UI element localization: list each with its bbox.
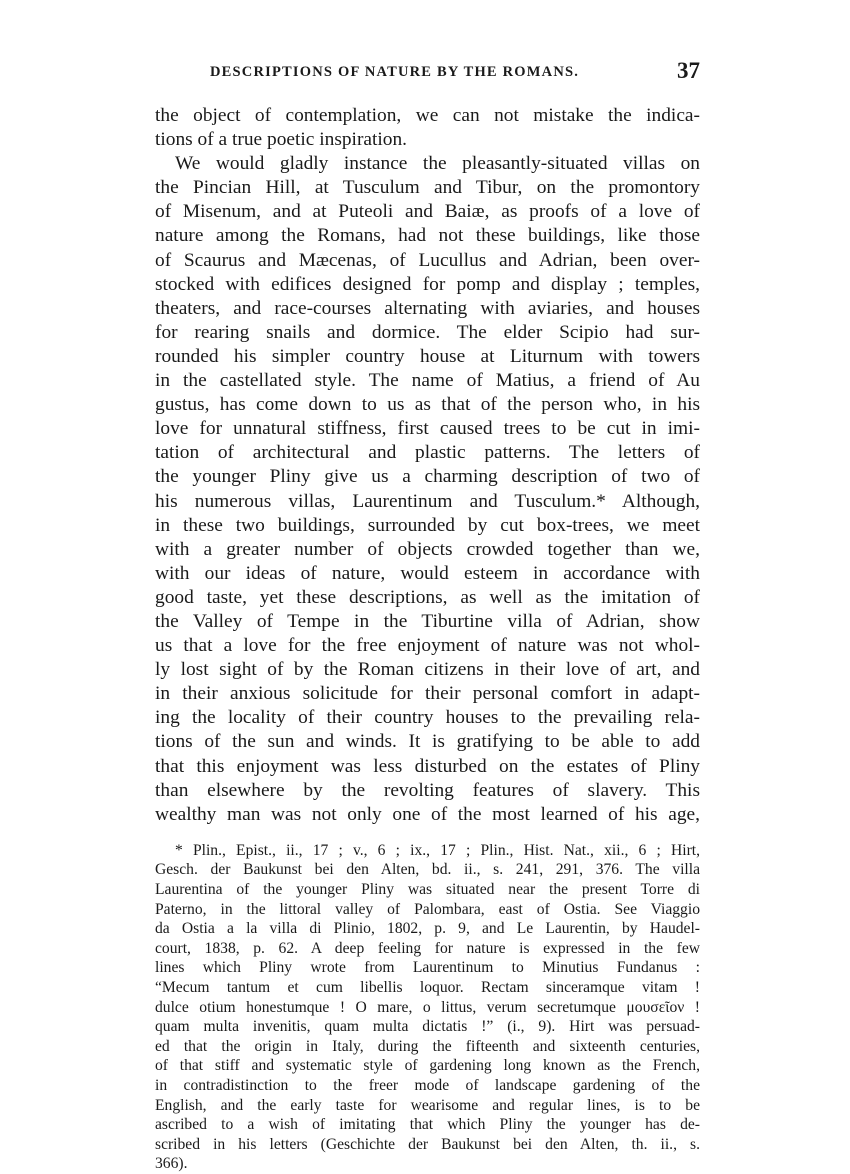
running-title: DESCRIPTIONS OF NATURE BY THE ROMANS. (210, 64, 580, 80)
footnote-line: Gesch. der Baukunst bei den Alten, bd. ii., s. 241, 291, 376. The villa (155, 861, 700, 879)
page-number: 37 (677, 58, 700, 83)
footnote-line: 366). (155, 1155, 188, 1173)
text-line: us that a love for the free enjoyment of nature was not whol- (155, 635, 700, 657)
text-line: in the castellated style. The name of Matius, a friend of Au (155, 370, 700, 392)
text-line: gustus, has come down to us as that of the person who, in his (155, 394, 700, 416)
text-line: tation of architectural and plastic patterns. The letters of (155, 442, 700, 464)
text-line: that this enjoyment was less disturbed on the estates of Pliny (155, 755, 700, 777)
footnote-line: scribed in his letters (Geschichte der Baukunst bei den Alten, th. ii., s. (155, 1135, 700, 1153)
text-line: wealthy man was not only one of the most learned of his age, (155, 803, 700, 825)
text-line: for rearing snails and dormice. The elder Scipio had sur- (155, 321, 700, 343)
footnote-line: ed that the origin in Italy, during the fifteenth and sixteenth centuries, (155, 1037, 700, 1055)
footnote-line: of that stiff and systematic style of gardening long known as the French, (155, 1057, 700, 1075)
text-line: ly lost sight of by the Roman citizens in their love of art, and (155, 659, 700, 681)
footnote-line: da Ostia a la villa di Plinio, 1802, p. 9, and Le Laurentin, by Haudel- (155, 920, 700, 938)
text-line: the younger Pliny give us a charming description of two of (155, 466, 700, 488)
text-line: with our ideas of nature, would esteem in accordance with (155, 562, 700, 584)
text-line: love for unnatural stiffness, first caused trees to be cut in imi- (155, 418, 700, 440)
running-head (155, 58, 700, 88)
footnote-line: ascribed to a wish of imitating that which Pliny the younger has de- (155, 1116, 700, 1134)
text-line: in these two buildings, surrounded by cut box-trees, we meet (155, 514, 700, 536)
text-line: theaters, and race-courses alternating with aviaries, and houses (155, 297, 700, 319)
footnote-line: “Mecum tantum et cum libellis loquor. Rectam sinceramque vitam ! (155, 978, 700, 996)
text-line: with a greater number of objects crowded together than we, (155, 538, 700, 560)
text-line: stocked with edifices designed for pomp and display ; temples, (155, 273, 700, 295)
footnote-line: Laurentina of the younger Pliny was situated near the present Torre di (155, 881, 700, 898)
book-page (155, 58, 700, 1174)
text-line: good taste, yet these descriptions, as well as the imitation of (155, 586, 700, 608)
text-line: the object of contemplation, we can not mistake the indica- (155, 105, 700, 126)
text-line: ing the locality of their country houses to the prevailing rela- (155, 707, 700, 729)
text-line: than elsewhere by the revolting features of slavery. This (155, 779, 700, 801)
footnote-line: court, 1838, p. 62. A deep feeling for nature is expressed in the few (155, 939, 700, 957)
footnote-line: English, and the early taste for wearisome and regular lines, is to be (155, 1096, 700, 1114)
text-line: of Scaurus and Mæcenas, of Lucullus and Adrian, been over- (155, 249, 700, 271)
text-line: his numerous villas, Laurentinum and Tusculum.* Although, (155, 490, 700, 512)
footnote-line: quam multa invenitis, quam multa dictatis !” (i., 9). Hirt was persuad- (155, 1018, 700, 1036)
text-line: tions of a true poetic inspiration. (155, 129, 408, 151)
footnote (155, 841, 700, 1174)
text-line: of Misenum, and at Puteoli and Baiæ, as proofs of a love of (155, 201, 700, 223)
text-line: the Pincian Hill, at Tusculum and Tibur, on the promontory (155, 177, 700, 199)
text-line: We would gladly instance the pleasantly-situated villas on (175, 153, 700, 175)
footnote-line: in contradistinction to the freer mode of landscape gardening of the (155, 1076, 700, 1094)
footnote-line: dulce otium honestumque ! O mare, o littus, verum secretumque μουσεῖον ! (155, 998, 700, 1016)
body-text (155, 104, 700, 827)
footnote-line: Paterno, in the littoral valley of Palombara, east of Ostia. See Viaggio (155, 900, 700, 918)
footnote-line: * Plin., Epist., ii., 17 ; v., 6 ; ix., 17 ; Plin., Hist. Nat., xii., 6 ; Hirt, (175, 841, 700, 859)
text-line: the Valley of Tempe in the Tiburtine villa of Adrian, show (155, 610, 700, 632)
text-line: tions of the sun and winds. It is gratifying to be able to add (155, 731, 700, 753)
text-line: rounded his simpler country house at Liturnum with towers (155, 345, 700, 367)
text-line: in their anxious solicitude for their personal comfort in adapt- (155, 683, 700, 705)
text-line: nature among the Romans, had not these buildings, like those (155, 225, 700, 247)
footnote-line: lines which Pliny wrote from Laurentinum to Minutius Fundanus : (155, 959, 700, 977)
